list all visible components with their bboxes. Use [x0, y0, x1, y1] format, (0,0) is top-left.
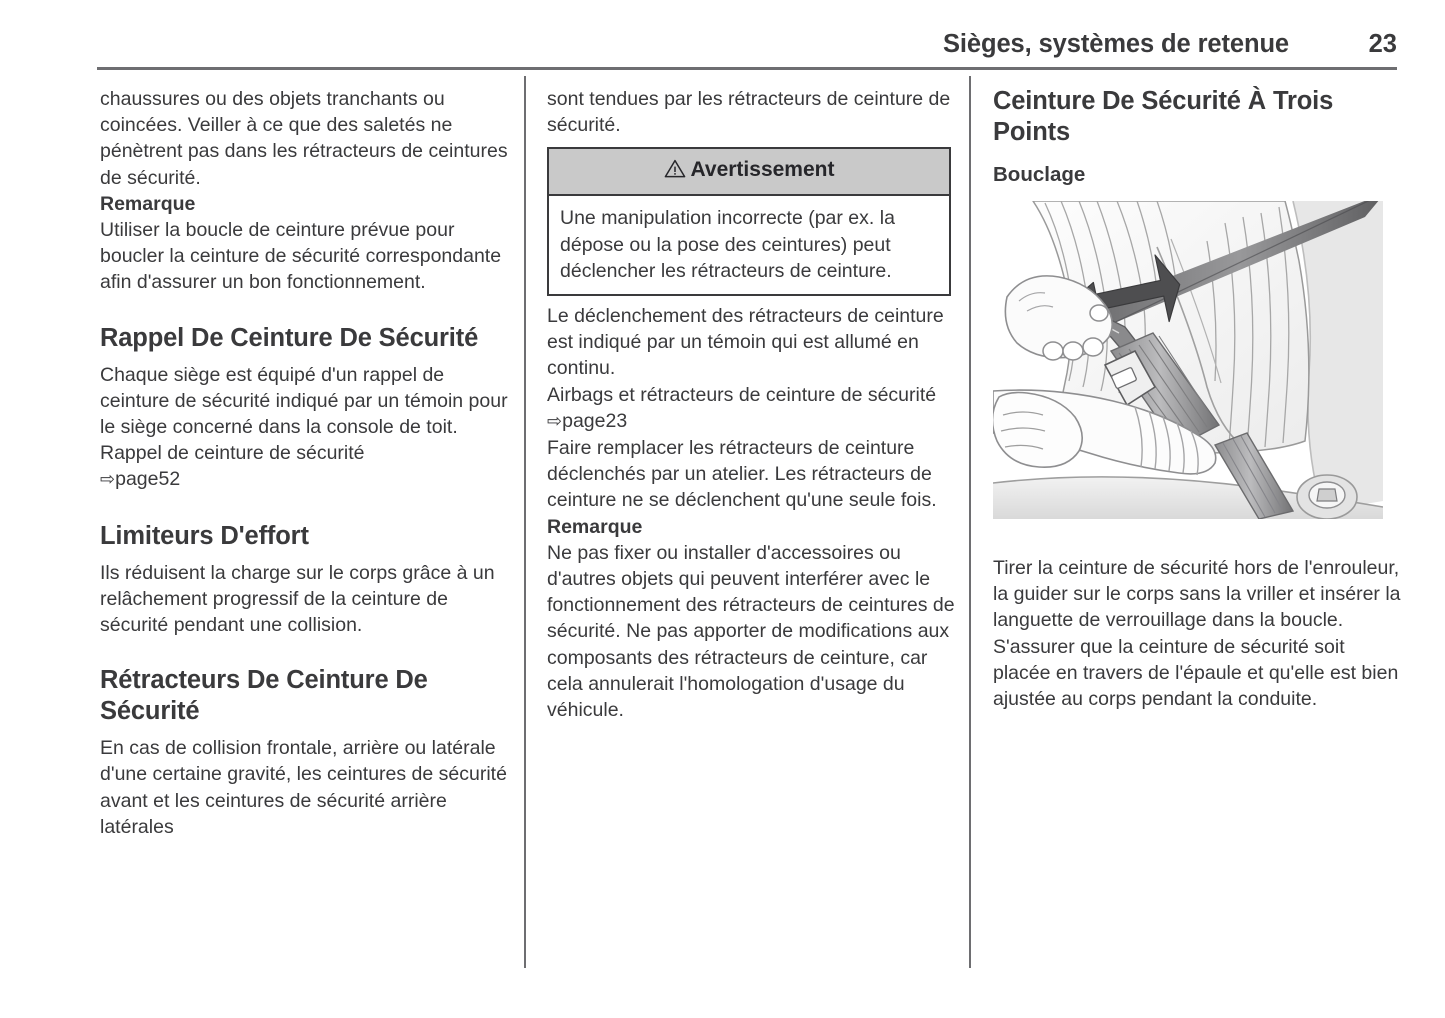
warning-box-body: Une manipulation incorrecte (par ex. la dépose ou la pose des ceintures) peut déclencher les rétracteurs de ceinture.: [560, 207, 895, 282]
warning-box-header: [549, 149, 949, 196]
cross-reference-target[interactable]: page52: [115, 468, 181, 491]
page-title: Sièges, systèmes de retenue: [943, 30, 1289, 58]
paragraph-continued: chaussures ou des objets tranchants ou coincées. Veiller à ce que des saletés ne pénètrent pas dans les rétracteurs de ceintures de sécurité.: [100, 88, 508, 189]
column-3: [993, 86, 1403, 712]
paragraph-retracteurs: En cas de collision frontale, arrière ou latérale d'une certaine gravité, les ceintures de sécurité avant et les ceintures de sécurité arrière latérales: [100, 737, 507, 838]
page-header: [97, 30, 1397, 70]
heading-bouclage: Bouclage: [993, 163, 1086, 186]
page-number: 23: [1368, 30, 1397, 58]
column-divider-2: [969, 76, 971, 968]
paragraph-continued-2: sont tendues par les rétracteurs de ceinture de sécurité.: [547, 88, 951, 137]
cross-reference-airbags: [547, 382, 957, 435]
heading-retracteurs-ceinture: Rétracteurs De Ceinture De Sécurité: [100, 666, 428, 726]
column-2: [547, 86, 957, 723]
heading-limiteurs-effort: Limiteurs D'effort: [100, 521, 309, 550]
note-label-remarque: Remarque: [100, 192, 196, 215]
warning-box: [547, 147, 951, 296]
paragraph-declenchement: Le déclenchement des rétracteurs de ceinture est indiqué par un témoin qui est allumé en continu.: [547, 305, 944, 380]
paragraph-limiteurs: Ils réduisent la charge sur le corps grâce à un relâchement progressif de la ceinture de sécurité pendant une collision.: [100, 561, 495, 637]
note-label-remarque-2: Remarque: [547, 515, 643, 538]
cross-reference-target-airbags[interactable]: page23: [562, 409, 628, 432]
note-text-boucle: Utiliser la boucle de ceinture prévue pour boucler la ceinture de sécurité correspondante afin d'assurer un bon fonctionnement.: [100, 219, 502, 294]
cross-reference-label-airbags: Airbags et rétracteurs de ceinture de sécurité: [547, 383, 937, 406]
reference-arrow-icon: ⇨: [100, 469, 116, 491]
seatbelt-buckling-illustration: [993, 201, 1383, 519]
column-1: [100, 86, 510, 840]
warning-box-title: Avertissement: [690, 158, 835, 182]
header-rule: [97, 67, 1397, 70]
paragraph-rappel: Chaque siège est équipé d'un rappel de ceinture de sécurité indiqué par un témoin pour le siège concerné dans la console de toit.: [100, 363, 508, 439]
cross-reference-label: Rappel de ceinture de sécurité: [100, 442, 365, 465]
note-text-accessoires: Ne pas fixer ou installer d'accessoires ou d'autres objets qui peuvent interférer avec le fonctionnement des rétracteurs de ceintures de sécurité. Ne pas apporter de modifications aux composants des rétracteurs de ceinture, car cela annulerait l'homologation d'usage du véhicule.: [547, 541, 955, 722]
heading-ceinture-trois-points: Ceinture De Sécurité À Trois Points: [993, 87, 1334, 146]
heading-rappel-ceinture: Rappel De Ceinture De Sécurité: [100, 323, 479, 352]
cross-reference-rappel: [100, 440, 510, 493]
reference-arrow-icon-2: ⇨: [547, 410, 563, 432]
column-divider-1: [524, 76, 526, 968]
paragraph-remplacer: Faire remplacer les rétracteurs de ceinture déclenchés par un atelier. Les rétracteurs de ceinture ne se déclenchent qu'une seule fois.: [547, 437, 937, 512]
warning-triangle-icon: [664, 159, 686, 185]
paragraph-tirer-ceinture: Tirer la ceinture de sécurité hors de l'enrouleur, la guider sur le corps sans la vriller et insérer la languette de verrouillage dans la boucle. S'assurer que la ceinture de sécurité soit placée en travers de l'épaule et qu'elle est bien ajustée au corps pendant la conduite.: [993, 557, 1401, 711]
